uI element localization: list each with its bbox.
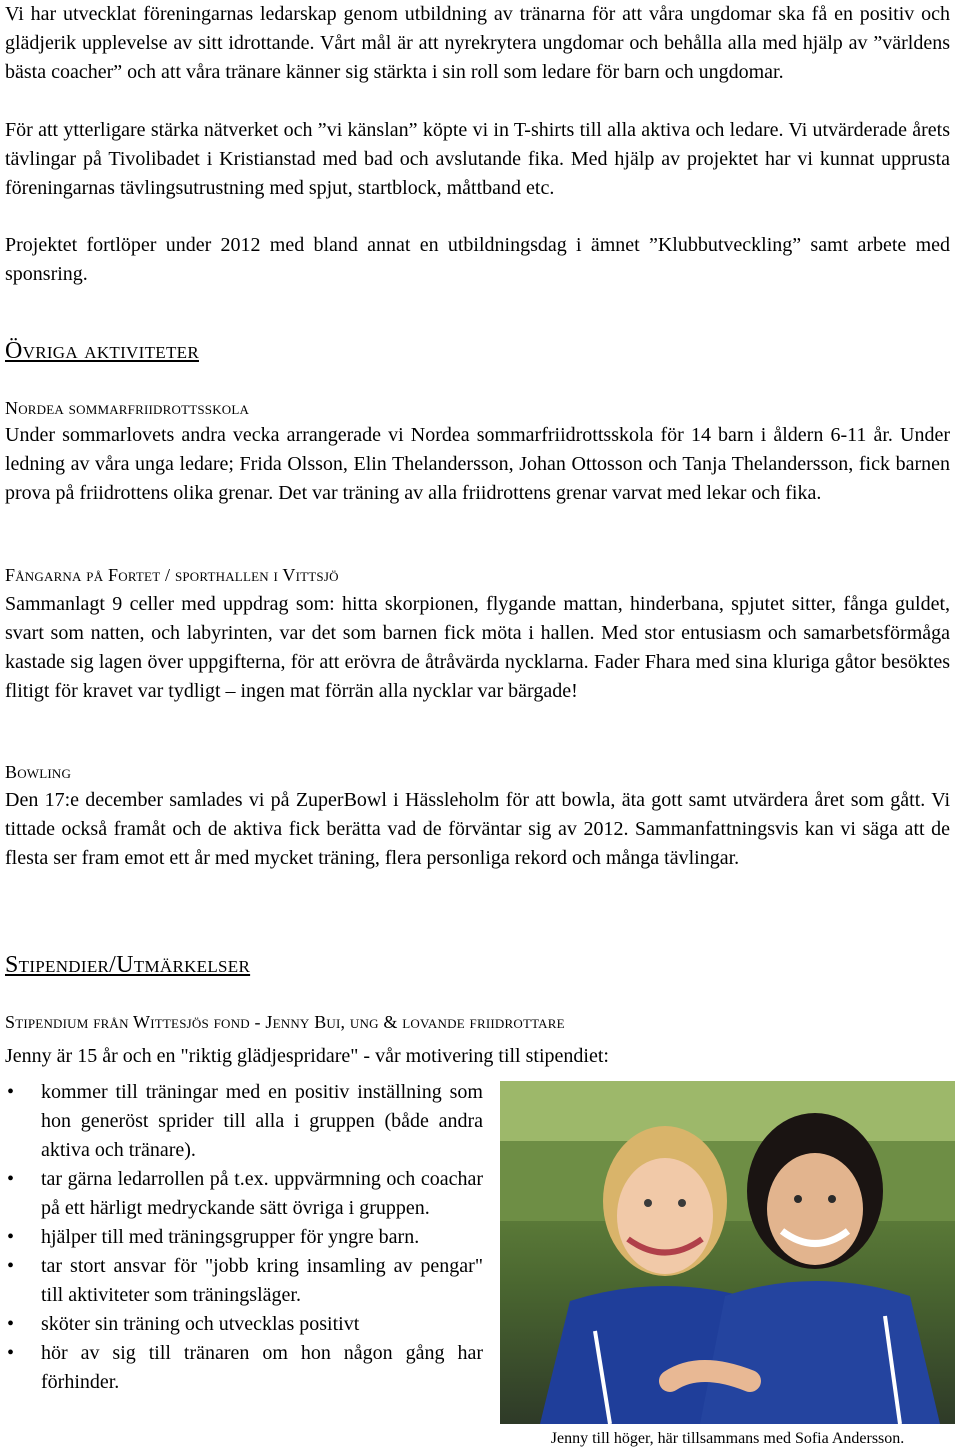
subheading-bowling: Bowling (5, 762, 72, 782)
bowling-paragraph: Den 17:e december samlades vi på ZuperBowl i Hässleholm för att bowla, äta gott samt utvärdera året som gått. Vi tittade också framåt och de aktiva fick berätta vad de förväntar sig av 2012. Sammanfattningsvis kan vi säga att de flesta ser fram emot ett år med mycket träning, flera personliga rekord och många tävlingar. (5, 789, 950, 869)
list-item: • tar gärna ledarrollen på t.ex. uppvärmning och coachar på ett härligt medryckande sätt övriga i gruppen. (5, 1165, 483, 1223)
list-item: • sköter sin träning och utvecklas positivt (5, 1310, 483, 1339)
intro-paragraph-1: Vi har utvecklat föreningarnas ledarskap genom utbildning av tränarna för att våra ungdomar ska få en positiv och glädjerik upplevelse av sitt idrottande. Vårt mål är att nyrekrytera ungdomar och behålla alla med hjälp av ”världens bästa coacher” och att våra tränare känner sig stärkta i sin roll som ledare för barn och ungdomar. (5, 3, 950, 83)
section-heading-ovriga: Övriga aktiviteter (5, 338, 199, 364)
nordea-paragraph: Under sommarlovets andra vecka arrangerade vi Nordea sommarfriidrottsskola för 14 barn i åldern 6-11 år. Under ledning av våra unga ledare; Frida Olsson, Elin Thelandersson, Johan Ottosson och Tanja Thelandersson, fick barnen prova på friidrottens olika grenar. Det var träning av alla friidrottens grenar varvat med lekar och fika. (5, 424, 950, 504)
fangarna-paragraph: Sammanlagt 9 celler med uppdrag som: hitta skorpionen, flygande mattan, hinderbana, spjutet sitter, fånga guldet, svart som natten, och labyrinten, var det som barnen fick möta i hallen. Med stor entusiasm och samarbetsförmåga kastade sig lagen över uppgifterna, för att erövra de åtråvärda nycklarna. Fader Fhara med sina kluriga gåtor besöktes flitigt för kravet var tydligt – ingen mat förrän alla nycklar var bärgade! (5, 593, 950, 702)
list-item: • kommer till träningar med en positiv inställning som hon generöst sprider till alla i gruppen (både andra aktiva och tränare). (5, 1078, 483, 1165)
section-heading-stipendier: Stipendier/Utmärkelser (5, 952, 251, 978)
subheading-fangarna: Fångarna på Fortet / sporthallen i Vittsjö (5, 565, 339, 585)
photo-illustration (500, 1081, 955, 1424)
subheading-nordea: Nordea sommarfriidrottsskola (5, 398, 250, 418)
list-item: • tar stort ansvar för "jobb kring insamling av pengar" till aktiviteter som träningsläger. (5, 1252, 483, 1310)
list-item: • hör av sig till tränaren om hon någon gång har förhinder. (5, 1339, 483, 1397)
list-item: • hjälper till med träningsgrupper för yngre barn. (5, 1223, 483, 1252)
photo-caption: Jenny till höger, här tillsammans med Sofia Andersson. (550, 1430, 905, 1447)
stipendium-lead: Jenny är 15 år och en "riktig glädjespridare" - vår motivering till stipendiet: (5, 1045, 609, 1067)
athletes-photo (500, 1081, 955, 1424)
intro-paragraph-3: Projektet fortlöper under 2012 med bland annat en utbildningsdag i ämnet ”Klubbutveckling” samt arbete med sponsring. (5, 234, 950, 285)
intro-paragraph-2: För att ytterligare stärka nätverket och ”vi känslan” köpte vi in T-shirts till alla aktiva och ledare. Vi utvärderade årets tävlingar på Tivolibadet i Kristianstad med bad och avslutande fika. Med hjälp av projektet har vi kunnat upprusta föreningarnas tävlingsutrustning med spjut, startblock, måttband etc. (5, 119, 950, 199)
motivation-list (5, 1078, 483, 1397)
subheading-stipendium: Stipendium från Wittesjös fond - Jenny Bui, ung & lovande friidrottare (5, 1012, 565, 1032)
